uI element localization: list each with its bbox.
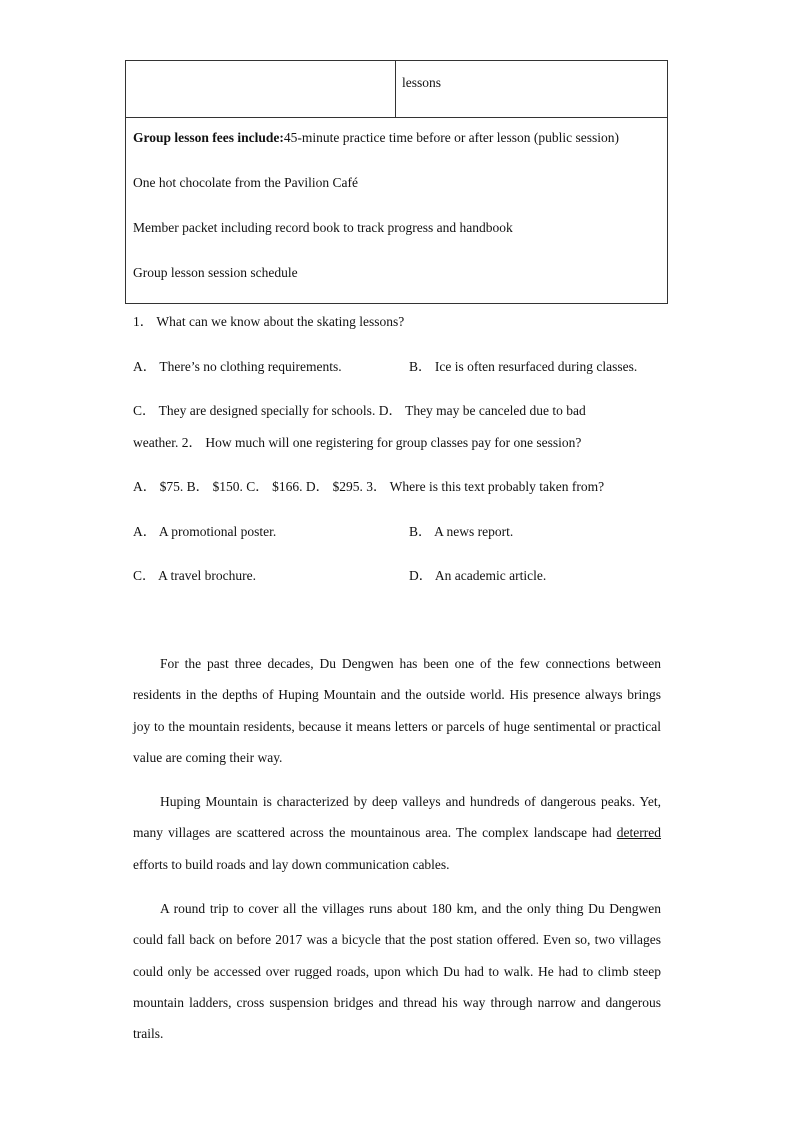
fees-cell xyxy=(133,129,663,309)
question-2-stem: weather. 2． How much will one registering for group classes pay for one session? xyxy=(133,435,582,450)
question-2-options-question-3-stem: A． $75. B． $150. C． $166. D． $295. 3． Where is this text probably taken from? xyxy=(133,479,605,494)
passage-paragraph-1 xyxy=(133,648,661,773)
underlined-word: deterred xyxy=(616,825,661,841)
fees-label: Group lesson fees include: xyxy=(133,130,284,145)
table-cell-lessons: lessons xyxy=(402,75,442,90)
question-1-options-cd: C． They are designed specially for schools. D． They may be canceled due to bad xyxy=(133,403,586,418)
fees-item xyxy=(133,129,663,146)
fees-item: Group lesson session schedule xyxy=(133,265,298,280)
paragraph-text-part: efforts to build roads and lay down communication cables. xyxy=(133,856,450,872)
question-1-option-b: B． Ice is often resurfaced during classes. xyxy=(409,359,638,374)
question-3-option-c: C． A travel brochure. xyxy=(133,568,256,583)
paragraph-text: For the past three decades, Du Dengwen has been one of the few connections between residents in the depths of Huping Mountain and the outside world. His presence always brings joy to the mountain residents, because it means letters or parcels of huge sentimental or practical value are coming their way. xyxy=(133,656,661,765)
table-cell-empty xyxy=(126,61,396,117)
table-row xyxy=(126,61,667,118)
question-3-option-b: B． A news report. xyxy=(409,524,514,539)
fees-item: One hot chocolate from the Pavilion Café xyxy=(133,175,358,190)
paragraph-text: A round trip to cover all the villages runs about 180 km, and the only thing Du Dengwen could fall back on before 2017 was a bicycle that the post station offered. Even so, two villages could only be accessed over rugged roads, upon which Du had to walk. He had to climb steep mountain ladders, cross suspension bridges and thread his way through narrow and dangerous trails. xyxy=(133,901,661,1042)
paragraph-text xyxy=(133,786,661,880)
fees-item-text: 45-minute practice time before or after lesson (public session) xyxy=(283,130,620,145)
passage-paragraph-3 xyxy=(133,893,661,1049)
fees-item: Member packet including record book to track progress and handbook xyxy=(133,220,513,235)
question-3-option-a: A． A promotional poster. xyxy=(133,524,277,539)
question-1-option-a: A． There’s no clothing requirements. xyxy=(133,359,342,374)
question-3-option-d: D． An academic article. xyxy=(409,568,547,583)
fees-table xyxy=(125,60,668,304)
passage-paragraph-2 xyxy=(133,786,661,880)
question-1-stem: 1． What can we know about the skating lessons? xyxy=(133,314,405,329)
paragraph-text-part: Huping Mountain is characterized by deep valleys and hundreds of dangerous peaks. Yet, many villages are scattered across the mountainous area. The complex landscape had xyxy=(133,794,661,841)
